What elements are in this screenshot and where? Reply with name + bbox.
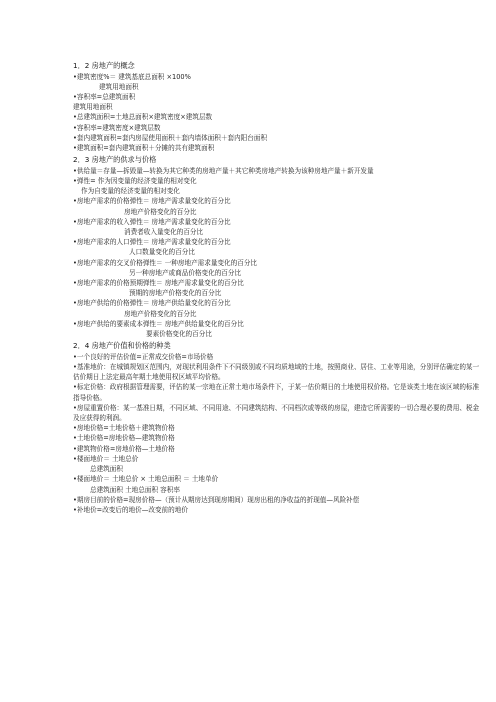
text-line: •房地产需求的人口弹性＝ 房地产需求量变化的百分比 <box>73 238 231 247</box>
text-line: •一个良好的评估价值=正常成交价格=市场价格 <box>73 352 214 361</box>
text-line: •建筑面积=套内建筑面积＋分摊的共有建筑面积 <box>73 144 215 153</box>
text-line: 作为自变量的经济变量的相对变化 <box>81 187 180 196</box>
text-line: 总建筑面积 土地总面积 容积率 <box>90 485 180 494</box>
section-heading: 2．4 房地产价值和价格的种类 <box>73 341 171 351</box>
text-line: •房地产需求的价格弹性＝ 房地产需求量变化的百分比 <box>73 197 231 206</box>
text-line: •容积率=建筑密度×建筑层数 <box>73 123 161 132</box>
text-line: 要素价格变化的百分比 <box>146 330 212 339</box>
document-body <box>73 59 493 515</box>
text-line: •补地价=改变后的地价—改变前的地价 <box>73 505 188 514</box>
text-line: 另一种房地产或商品价格变化的百分比 <box>129 268 242 277</box>
text-line: •供给量＝存量—拆毁量—转换为其它种类的房地产量＋其它种类房地产转换为该种房地产量＋新开发量 <box>73 166 374 175</box>
text-line: 房地产价格变化的百分比 <box>124 207 197 216</box>
text-line: 建筑用地面积 <box>73 103 113 112</box>
text-line: 人口数量变化的百分比 <box>129 248 195 257</box>
text-line: •标定价格：政府根据管理需要，评估的某一宗地在正常土地市场条件下，于某一估价期日的土地使用权价格。它是该类土地在该区域的标准指导价格。 <box>73 383 480 402</box>
text-line: •建筑密度%＝ 建筑基底总面积 ×100% <box>73 72 191 81</box>
section-heading: 2．3 房地产的供求与价格 <box>73 155 157 165</box>
text-line: •楼面地价＝ 土地总价 <box>73 454 139 463</box>
section-heading: 1．2 房地产的概念 <box>73 61 135 70</box>
text-line: •基准地价：在城镇规划区范围内，对现状利用条件下不同级别或不同均质地域的土地，按照商业、居住、工业等用途，分别评估确定的某一估价期日上法定最高年期土地使用权区域平均价格。 <box>73 363 480 382</box>
text-line: 房地产价格变化的百分比 <box>124 309 197 318</box>
text-line: •房地产供给的要素成本弹性＝ 房地产供给量变化的百分比 <box>73 319 244 328</box>
text-line: 预期的房地产价格变化的百分比 <box>129 289 222 298</box>
text-line: •总建筑面积=土地总面积×建筑密度×建筑层数 <box>73 113 213 122</box>
text-line: •期房目前的价格=现房价格—（预计从期房达到现房期间）现房出租的净收益的折现值—风险补偿 <box>73 495 360 504</box>
text-line: •房屋重置价格：某一基准日期，不同区域、不同用途、不同建筑结构、不同档次或等级的房屋，建造它所需要的一切合理必要的费用、税金及应获得的利润。 <box>73 403 480 423</box>
text-line: •楼面地价＝ 土地总价 × 土地总面积 ＝ 土地单价 <box>73 475 219 484</box>
text-line: •房地价格=土地价格＋建筑物价格 <box>73 424 175 433</box>
text-line: 消费者收入量变化的百分比 <box>124 228 204 237</box>
text-line: •容积率=总建筑面积 <box>73 93 136 101</box>
text-line: •房地产供给的价格弹性＝ 房地产供给量变化的百分比 <box>73 299 231 308</box>
text-line: •建筑物价格=房地价格—土地价格 <box>73 444 175 453</box>
text-line: •房地产需求的价格预期弹性＝ 房地产需求量变化的百分比 <box>73 279 244 288</box>
text-line: •土地价格=房地价格—建筑物价格 <box>73 434 175 443</box>
text-line: •房地产需求的交叉价格弹性＝ 一种房地产需求量变化的百分比 <box>73 258 258 267</box>
text-line: •弹性= 作为因变量的经济变量的相对变化 <box>73 177 197 186</box>
text-line: •房地产需求的收入弹性＝ 房地产需求量变化的百分比 <box>73 217 231 226</box>
text-line: •套内建筑面积=套内房屋使用面积＋套内墙体面积＋套内阳台面积 <box>73 133 268 142</box>
text-line: 总建筑面积 <box>90 465 123 474</box>
text-line: 建筑用地面积 <box>99 82 139 91</box>
